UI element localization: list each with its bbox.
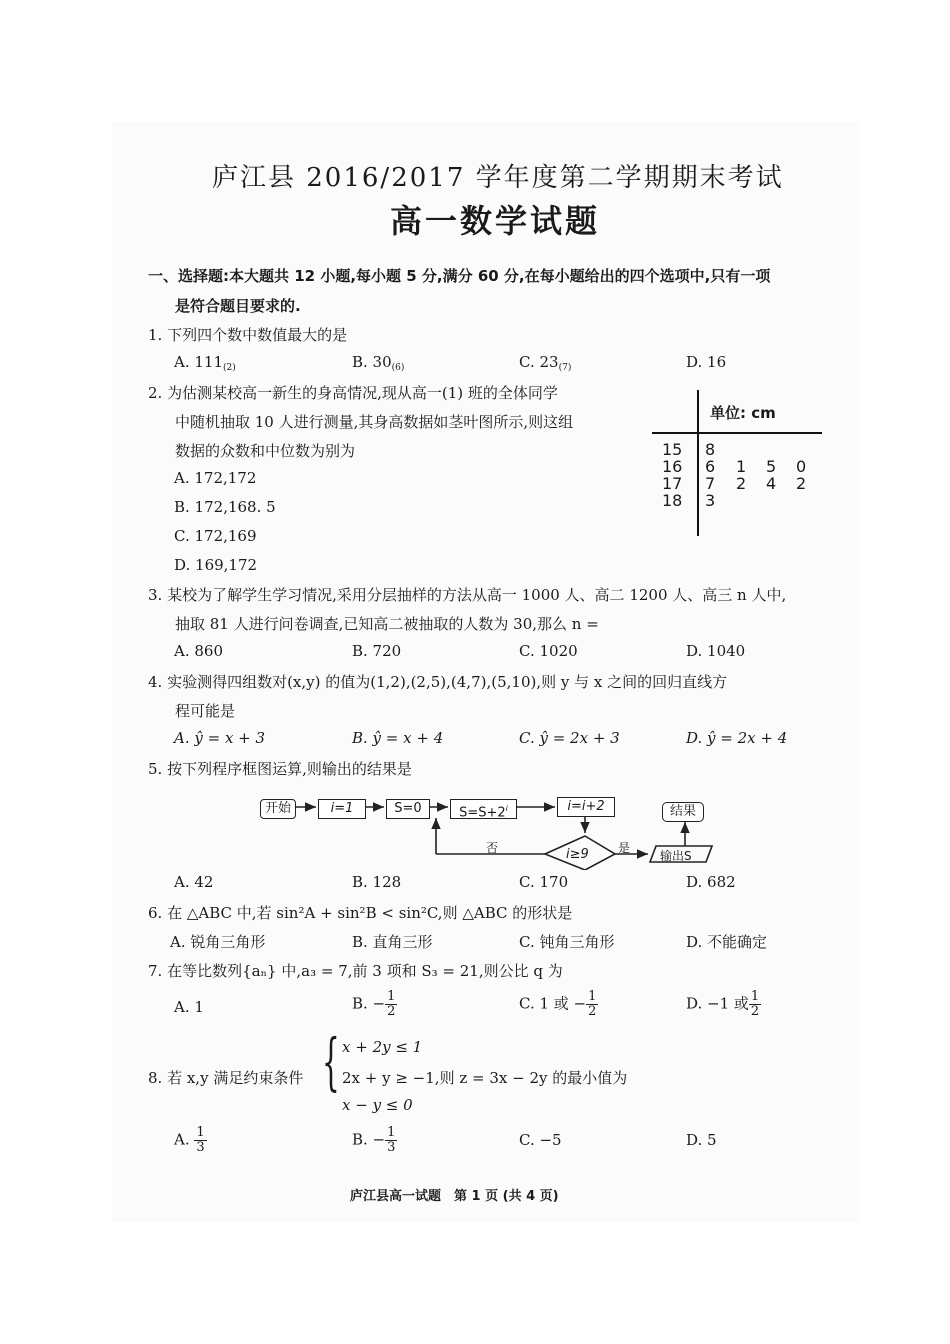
q6-option-d: D. 不能确定 [686, 933, 768, 951]
q3-stem-line1: 3. 某校为了解学生学习情况,采用分层抽样的方法从高一 1000 人、高二 1200 人、高三 n 人中, [148, 586, 787, 604]
flow-output: 输出S [660, 849, 692, 863]
q7-option-b: B. − $\frac{1}{2}$ [352, 989, 396, 1019]
q8-constraint-1: x + 2y ≤ 1 [342, 1038, 423, 1056]
q8-option-a: A. $\frac{1}{3}$ [174, 1125, 205, 1155]
q2-stem-line1: 2. 为估测某校高一新生的身高情况,现从高一(1) 班的全体同学 [148, 384, 558, 402]
q6-option-b: B. 直角三形 [352, 933, 433, 951]
q3-stem-line2: 抽取 81 人进行问卷调查,已知高二被抽取的人数为 30,那么 n = [175, 615, 599, 633]
q6-option-c: C. 钝角三角形 [519, 933, 615, 951]
q2-stem-line2: 中随机抽取 10 人进行测量,其身高数据如茎叶图所示,则这组 [175, 413, 574, 431]
stem-value: 16 [662, 457, 683, 476]
section-heading: 一、选择题:本大题共 12 小题,每小题 5 分,满分 60 分,在每小题给出的四个选项中,只有一项 [148, 267, 771, 285]
flow-update-i: i=i+2 [557, 797, 615, 817]
q3-option-d: D. 1040 [686, 642, 746, 660]
q3-option-a: A. 860 [174, 642, 223, 660]
q2-stem-line3: 数据的众数和中位数为别为 [175, 442, 356, 460]
q2-option-c: C. 172,169 [174, 527, 257, 545]
stem-leaf-unit: 单位: cm [710, 404, 776, 422]
exam-subtitle: 高一数学试题 [390, 202, 601, 240]
leaf-value: 3 [705, 491, 716, 510]
stem-value: 17 [662, 474, 683, 493]
stem-leaf-horizontal-line [652, 432, 822, 434]
q8-option-c: C. −5 [519, 1131, 562, 1149]
q3-option-c: C. 1020 [519, 642, 578, 660]
q4-option-d: D. ŷ = 2x + 4 [686, 729, 788, 747]
flow-init-s: S=0 [386, 799, 430, 819]
constraint-brace: { [322, 1025, 340, 1098]
q5-option-b: B. 128 [352, 873, 402, 891]
stem-value: 18 [662, 491, 683, 510]
q6-option-a: A. 锐角三角形 [170, 933, 266, 951]
q1-option-c: C. $23_{(7)}$ [519, 353, 572, 373]
q5-option-d: D. 682 [686, 873, 736, 891]
flow-condition: i≥9 [566, 847, 589, 862]
q2-option-a: A. 172,172 [174, 469, 257, 487]
q8-option-b: B. − $\frac{1}{3}$ [352, 1125, 396, 1155]
q6-stem: 6. 在 △ABC 中,若 sin²A + sin²B < sin²C,则 △ABC 的形状是 [148, 904, 573, 922]
flow-update-s: $S=S+2^i$ [450, 799, 517, 819]
leaf-value: 7 [705, 474, 716, 493]
page-footer: 庐江县高一试题 第 1 页 (共 4 页) [350, 1189, 559, 1204]
q5-stem: 5. 按下列程序框图运算,则输出的结果是 [148, 760, 412, 778]
leaf-value: 4 [766, 474, 777, 493]
q4-stem-line2: 程可能是 [175, 702, 236, 720]
q8-option-d: D. 5 [686, 1131, 717, 1149]
leaf-value: 1 [736, 457, 747, 476]
q7-stem: 7. 在等比数列{aₙ} 中,a₃ = 7,前 3 项和 S₃ = 21,则公比 q 为 [148, 962, 563, 980]
q2-option-b: B. 172,168. 5 [174, 498, 276, 516]
flow-init-i: i=1 [318, 799, 366, 819]
leaf-value: 5 [766, 457, 777, 476]
q4-option-b: B. ŷ = x + 4 [352, 729, 444, 747]
q8-constraint-2: 2x + y ≥ −1,则 z = 3x − 2y 的最小值为 [342, 1069, 628, 1087]
q8-stem: 8. 若 x,y 满足约束条件 [148, 1069, 304, 1087]
q2-option-d: D. 169,172 [174, 556, 258, 574]
q1-option-b: B. $30_{(6)}$ [352, 353, 405, 373]
flow-result: 结果 [662, 802, 704, 822]
q7-option-c: C. 1 或 − $\frac{1}{2}$ [519, 989, 597, 1019]
flow-start: 开始 [260, 799, 296, 819]
leaf-value: 2 [796, 474, 807, 493]
q4-option-a: A. ŷ = x + 3 [174, 729, 266, 747]
q5-option-a: A. 42 [174, 873, 214, 891]
stem-leaf-vertical-line [697, 390, 699, 536]
flow-no-label: 否 [486, 841, 499, 855]
q1-option-d: D. 16 [686, 353, 727, 371]
leaf-value: 8 [705, 440, 716, 459]
q4-option-c: C. ŷ = 2x + 3 [519, 729, 620, 747]
leaf-value: 2 [736, 474, 747, 493]
q1-option-a: A. $111_{(2)}$ [174, 353, 236, 373]
q3-option-b: B. 720 [352, 642, 402, 660]
exam-title: 庐江县 2016/2017 学年度第二学期期末考试 [212, 163, 784, 193]
q7-option-d: D. −1 或 $\frac{1}{2}$ [686, 989, 760, 1019]
q1-stem: 1. 下列四个数中数值最大的是 [148, 326, 348, 344]
q7-option-a: A. 1 [174, 998, 204, 1016]
stem-value: 15 [662, 440, 683, 459]
q4-stem-line1: 4. 实验测得四组数对(x,y) 的值为(1,2),(2,5),(4,7),(5,10),则 y 与 x 之间的回归直线方 [148, 673, 728, 691]
flow-yes-label: 是 [618, 841, 631, 855]
leaf-value: 0 [796, 457, 807, 476]
q8-constraint-3: x − y ≤ 0 [342, 1096, 413, 1114]
leaf-value: 6 [705, 457, 716, 476]
q5-option-c: C. 170 [519, 873, 569, 891]
section-heading-cont: 是符合题目要求的. [175, 297, 301, 315]
